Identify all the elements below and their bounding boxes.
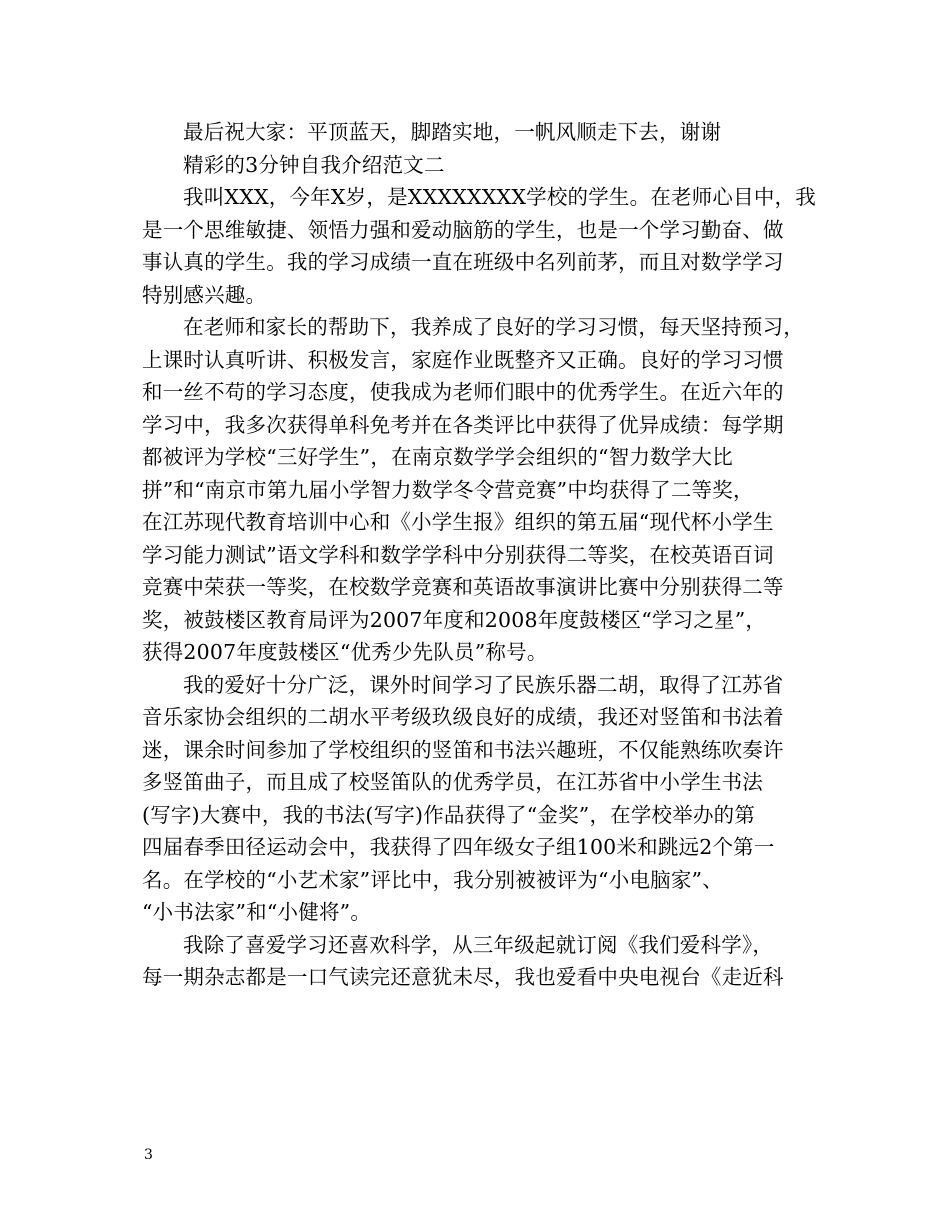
text-line: 竞赛中荣获一等奖，在校数学竞赛和英语故事演讲比赛中分别获得二等: [142, 575, 784, 599]
text-line: 特别感兴趣。: [142, 282, 267, 307]
text-line: 拼”和“南京市第九届小学智力数学冬令营竞赛”中均获得了二等奖，: [142, 477, 754, 502]
text-line: 名。在学校的“小艺术家”评比中，我分别被被评为“小电脑家”、: [142, 867, 723, 892]
text-line: 音乐家协会组织的二胡水平考级玖级良好的成绩，我还对竖笛和书法着: [142, 705, 784, 729]
text-line: 在老师和家长的帮助下，我养成了良好的学习习惯，每天坚持预习，: [183, 315, 804, 339]
text-line: 学习能力测试”语文学科和数学学科中分别获得二等奖，在校英语百词: [142, 542, 774, 567]
text-line: 最后祝大家：平顶蓝天，脚踏实地，一帆风顺走下去，谢谢: [183, 120, 722, 144]
text-line: 精彩的3分钟自我介绍范文二: [183, 152, 445, 177]
page-number: 3: [144, 1147, 153, 1163]
text-line: 我除了喜爱学习还喜欢科学，从三年级起就订阅《我们爱科学》，: [183, 932, 774, 957]
text-line: 每一期杂志都是一口气读完还意犹未尽，我也爱看中央电视台《走近科: [142, 965, 784, 989]
text-line: 在江苏现代教育培训中心和《小学生报》组织的第五届“现代杯小学生: [142, 510, 774, 534]
text-line: 我叫XXX，今年X岁，是XXXXXXXX学校的学生。在老师心目中，我: [183, 185, 816, 209]
text-line: “小书法家”和“小健将”。: [142, 900, 372, 924]
body-text: [142, 116, 818, 994]
text-line: 迷，课余时间参加了学校组织的竖笛和书法兴趣班，不仅能熟练吹奏许: [142, 737, 784, 762]
text-line: 和一丝不苟的学习态度，使我成为老师们眼中的优秀学生。在近六年的: [142, 380, 784, 404]
text-line: 学习中，我多次获得单科免考并在各类评比中获得了优异成绩：每学期: [142, 412, 784, 437]
text-line: 都被评为学校“三好学生”，在南京数学学会组织的“智力数学大比: [142, 445, 733, 469]
text-line: 奖，被鼓楼区教育局评为2007年度和2008年度鼓楼区“学习之星”，: [142, 607, 767, 632]
text-line: 上课时认真听讲、积极发言，家庭作业既整齐又正确。良好的学习习惯: [142, 347, 784, 372]
text-line: (写字)大赛中，我的书法(写字)作品获得了“金奖”，在学校举办的第: [142, 802, 756, 827]
text-line: 事认真的学生。我的学习成绩一直在班级中名列前茅，而且对数学学习: [142, 250, 784, 274]
text-line: 我的爱好十分广泛，课外时间学习了民族乐器二胡，取得了江苏省: [183, 672, 784, 697]
text-line: 多竖笛曲子，而且成了校竖笛队的优秀学员，在江苏省中小学生书法: [142, 770, 763, 794]
text-line: 获得2007年度鼓楼区“优秀少先队员”称号。: [142, 640, 548, 664]
text-line: 四届春季田径运动会中，我获得了四年级女子组100米和跳远2个第一: [142, 835, 775, 859]
text-line: 是一个思维敏捷、领悟力强和爱动脑筋的学生，也是一个学习勤奋、做: [142, 217, 784, 242]
